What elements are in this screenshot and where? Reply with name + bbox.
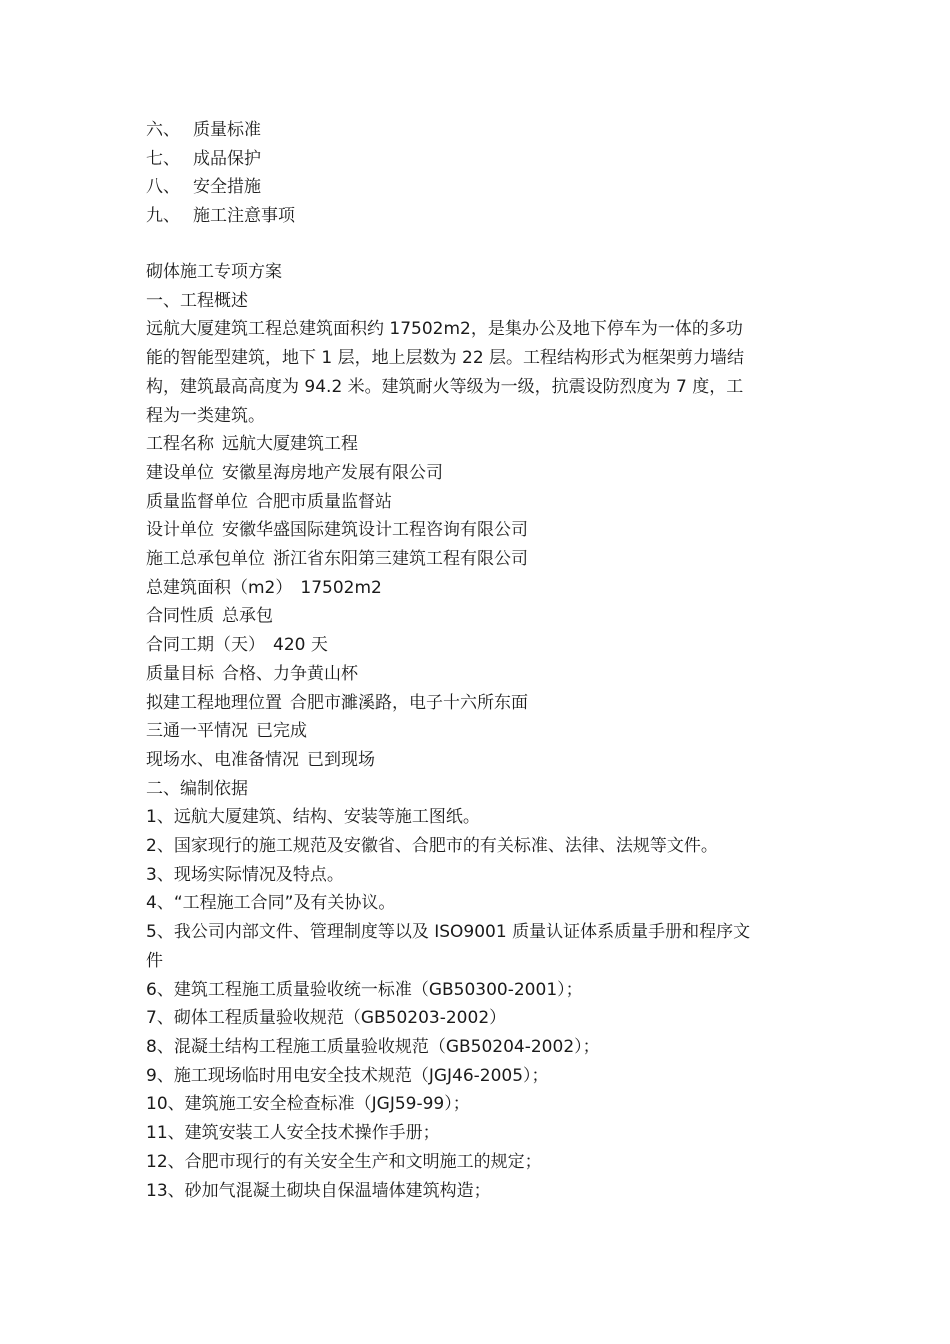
info-row [146, 545, 811, 574]
section-heading: 二、编制依据 [146, 778, 248, 799]
info-row [146, 602, 811, 631]
list-item: 10、建筑施工安全检查标准（JGJ59-99）； [146, 1094, 470, 1115]
project-info-list [146, 430, 811, 774]
info-label: 合同工期（天） [146, 635, 265, 656]
paragraph-line: 程为一类建筑。 [146, 405, 265, 426]
table-of-contents [146, 116, 295, 231]
paragraph-line: 能的智能型建筑，地下 1 层，地上层数为 22 层。工程结构形式为框架剪力墙结 [146, 348, 745, 369]
overview-paragraph [146, 315, 811, 430]
info-row [146, 574, 811, 603]
info-label: 建设单位 [146, 462, 214, 483]
info-value: 420 天 [273, 635, 328, 656]
info-label: 质量监督单位 [146, 491, 248, 512]
list-item: 6、建筑工程施工质量验收统一标准（GB50300-2001）； [146, 979, 583, 1000]
info-row [146, 631, 811, 660]
info-label: 现场水、电准备情况 [146, 749, 299, 770]
info-value: 17502m2 [300, 577, 382, 598]
list-item: 12、合肥市现行的有关安全生产和文明施工的规定； [146, 1151, 542, 1172]
info-label: 拟建工程地理位置 [146, 692, 282, 713]
toc-item [146, 116, 295, 145]
toc-item [146, 202, 295, 231]
toc-title: 安全措施 [193, 177, 261, 198]
info-label: 工程名称 [146, 434, 214, 455]
info-label: 质量目标 [146, 663, 214, 684]
list-item: 8、混凝土结构工程施工质量验收规范（GB50204-2002）； [146, 1036, 600, 1057]
toc-title: 质量标准 [193, 120, 261, 140]
list-item: 2、国家现行的施工规范及安徽省、合肥市的有关标准、法律、法规等文件。 [146, 836, 718, 857]
list-item: 13、砂加气混凝土砌块自保温墙体建筑构造； [146, 1180, 491, 1201]
list-item: 5、我公司内部文件、管理制度等以及 ISO9001 质量认证体系质量手册和程序文 [146, 922, 751, 943]
list-item: 11、建筑安装工人安全技术操作手册； [146, 1123, 440, 1144]
info-value: 安徽华盛国际建筑设计工程咨询有限公司 [222, 520, 528, 541]
info-value: 已完成 [256, 721, 307, 742]
list-item: 件 [146, 950, 163, 971]
list-item: 1、远航大厦建筑、结构、安装等施工图纸。 [146, 807, 480, 828]
list-item: 3、现场实际情况及特点。 [146, 864, 344, 885]
toc-number: 八、 [146, 177, 180, 198]
info-row [146, 746, 811, 775]
toc-number: 九、 [146, 206, 180, 227]
info-value: 合肥市濉溪路，电子十六所东面 [290, 692, 528, 713]
list-item: 4、“工程施工合同”及有关协议。 [146, 893, 396, 914]
paragraph-line: 构，建筑最高高度为 94.2 米。建筑耐火等级为一级，抗震设防烈度为 7 度，工 [146, 376, 744, 397]
reference-list [146, 803, 811, 1205]
info-value: 远航大厦建筑工程 [222, 434, 358, 455]
info-label: 施工总承包单位 [146, 549, 265, 570]
info-row [146, 488, 811, 517]
list-item: 7、砌体工程质量验收规范（GB50203-2002） [146, 1008, 507, 1029]
info-row [146, 459, 811, 488]
toc-title: 施工注意事项 [193, 206, 295, 227]
paragraph-line: 远航大厦建筑工程总建筑面积约 17502m2，是集办公及地下停车为一体的多功 [146, 319, 743, 340]
info-value: 安徽星海房地产发展有限公司 [222, 462, 443, 483]
info-row [146, 516, 811, 545]
list-item: 9、施工现场临时用电安全技术规范（JGJ46-2005）； [146, 1065, 549, 1086]
toc-number: 七、 [146, 148, 180, 169]
toc-item [146, 145, 295, 174]
document-body [146, 258, 811, 1205]
info-value: 合格、力争黄山杯 [222, 663, 358, 684]
document-title: 砌体施工专项方案 [146, 262, 282, 282]
info-label: 总建筑面积（m2） [146, 577, 293, 598]
info-value: 浙江省东阳第三建筑工程有限公司 [273, 549, 528, 570]
info-label: 三通一平情况 [146, 721, 248, 742]
toc-item [146, 173, 295, 202]
info-row [146, 717, 811, 746]
info-label: 合同性质 [146, 606, 214, 627]
info-value: 已到现场 [307, 749, 375, 770]
toc-number: 六、 [146, 120, 180, 140]
info-value: 总承包 [222, 606, 273, 627]
info-row [146, 660, 811, 689]
toc-title: 成品保护 [193, 148, 261, 169]
info-row [146, 430, 811, 459]
info-label: 设计单位 [146, 520, 214, 541]
info-value: 合肥市质量监督站 [256, 491, 392, 512]
info-row [146, 689, 811, 718]
section-heading: 一、工程概述 [146, 290, 248, 311]
